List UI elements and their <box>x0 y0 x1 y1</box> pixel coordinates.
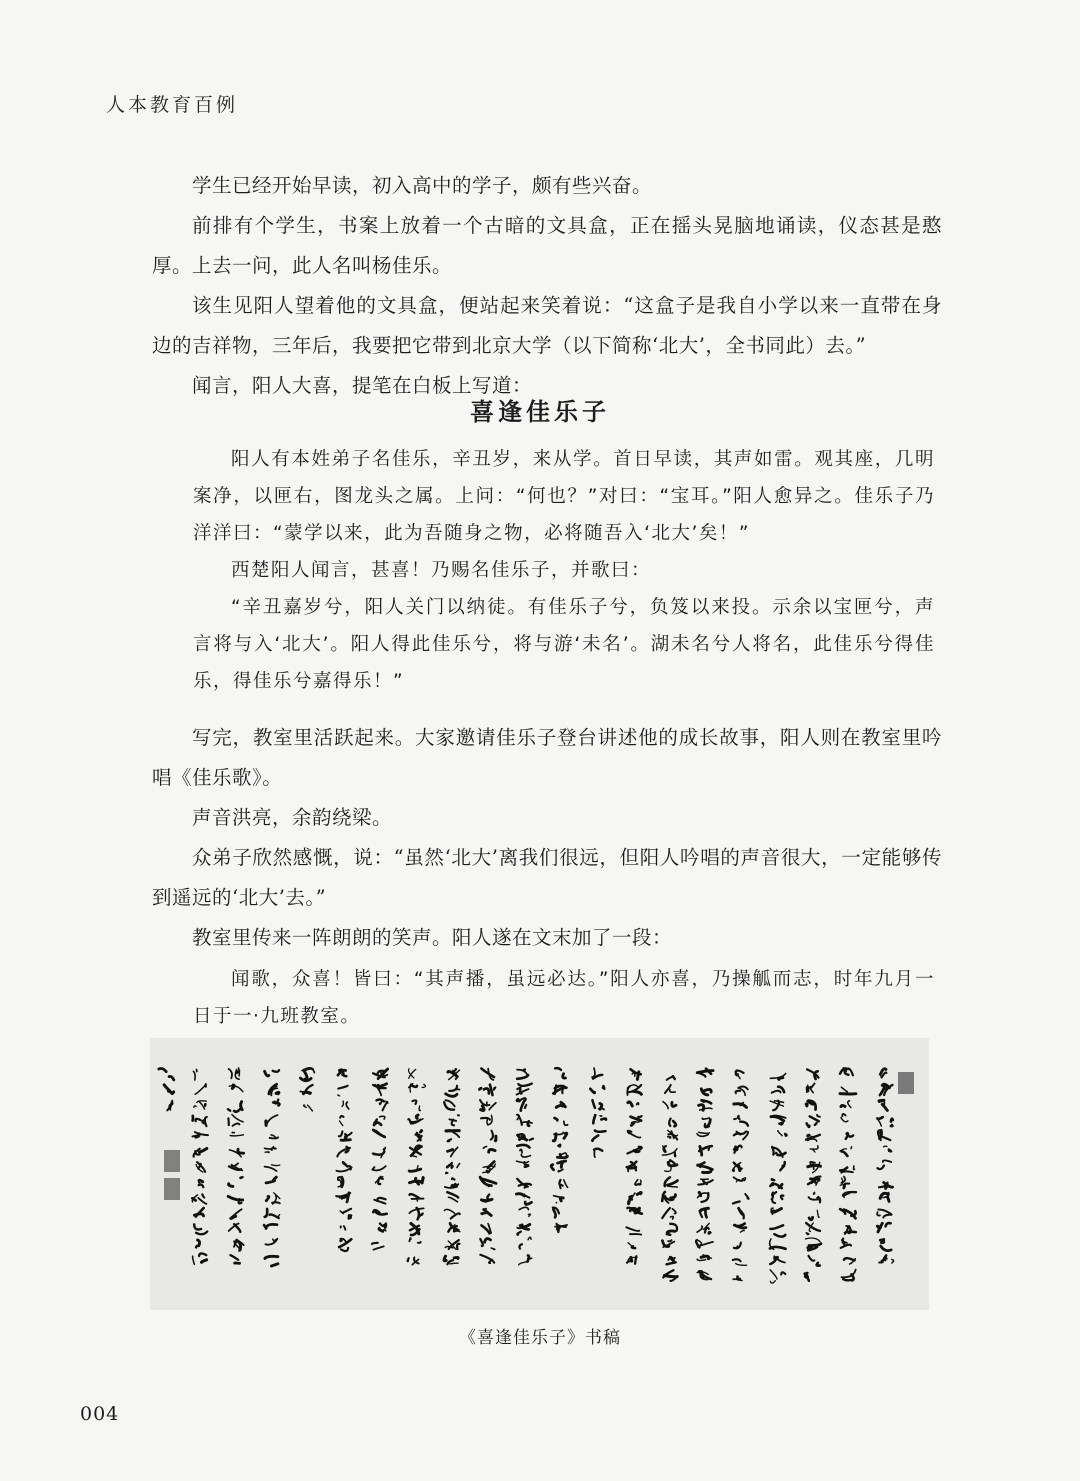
postscript-paragraph: 闻歌，众喜！皆曰：“其声播，虽远必达。”阳人亦喜，乃操觚而志，时年九月一日于一·九班教室。 <box>193 969 935 1027</box>
brush-stroke <box>202 1181 203 1182</box>
brush-stroke <box>418 1242 421 1243</box>
brush-stroke <box>877 1226 880 1228</box>
brush-stroke <box>561 1105 563 1107</box>
paragraph: 声音洪亮，余韵绕梁。 <box>192 806 393 829</box>
brush-stroke <box>854 1166 855 1170</box>
poem-paragraph: 阳人有本姓弟子名佳乐，辛丑岁，来从学。首日早读，其声如雷。观其座，几明案净，以匣右，图龙头之属。上问：“何也？”对曰：“宝耳。”阳人愈异之。佳乐子乃洋洋曰：“蒙学以来，此为吾随身之物，必将随吾入‘北大’矣！” <box>193 449 935 544</box>
brush-stroke <box>594 1151 595 1157</box>
brush-stroke <box>341 1140 350 1141</box>
brush-stroke <box>702 1100 704 1102</box>
calligraphy-strokes <box>150 1038 929 1310</box>
brush-stroke <box>772 1179 774 1180</box>
brush-stroke <box>454 1257 458 1258</box>
brush-stroke <box>372 1243 378 1244</box>
brush-stroke <box>887 1197 889 1202</box>
brush-stroke <box>734 1119 736 1120</box>
brush-stroke <box>630 1234 641 1235</box>
brush-stroke <box>560 1154 561 1157</box>
brush-stroke <box>708 1147 709 1150</box>
brush-stroke <box>458 1115 460 1116</box>
brush-stroke <box>891 1119 893 1122</box>
body-section-1 <box>152 166 942 406</box>
figure-caption: 《喜逢佳乐子》书稿 <box>459 1328 621 1348</box>
brush-stroke <box>637 1192 641 1194</box>
brush-stroke <box>196 1069 197 1071</box>
brush-stroke <box>813 1192 814 1194</box>
brush-stroke <box>638 1116 641 1117</box>
page-number: 004 <box>80 1403 120 1425</box>
brush-stroke <box>341 1226 342 1228</box>
brush-stroke <box>487 1118 488 1124</box>
brush-stroke <box>815 1123 817 1125</box>
brush-stroke <box>841 1105 845 1106</box>
brush-stroke <box>666 1233 668 1234</box>
brush-stroke <box>481 1213 485 1214</box>
brush-stroke <box>524 1069 526 1072</box>
paragraph: 众弟子欣然感慨，说：“虽然‘北大’离我们很远，但阳人吟唱的声音很大，一定能够传到遥远的‘北大’去。” <box>152 846 942 909</box>
brush-stroke <box>806 1104 807 1106</box>
brush-stroke <box>675 1153 676 1157</box>
brush-stroke <box>557 1156 567 1158</box>
brush-stroke <box>808 1135 809 1136</box>
brush-stroke <box>844 1185 845 1188</box>
brush-stroke <box>673 1076 675 1079</box>
brush-stroke <box>416 1115 418 1118</box>
postscript-block <box>193 961 935 1035</box>
brush-stroke <box>196 1246 197 1248</box>
brush-stroke <box>640 1180 641 1183</box>
brush-stroke <box>558 1229 559 1232</box>
paragraph: 写完，教室里活跃起来。大家邀请佳乐子登台讲述他的成长故事，阳人则在教室里吟唱《佳乐歌》。 <box>152 726 942 789</box>
brush-stroke <box>665 1276 678 1277</box>
brush-stroke <box>452 1178 455 1179</box>
brush-stroke <box>384 1149 385 1150</box>
brush-stroke <box>558 1145 560 1147</box>
brush-stroke <box>637 1103 639 1105</box>
paragraph: 教室里传来一阵朗朗的笑声。阳人遂在文末加了一段： <box>192 926 673 949</box>
brush-stroke <box>709 1232 710 1233</box>
brush-stroke <box>444 1256 446 1261</box>
brush-stroke <box>668 1240 671 1241</box>
brush-stroke <box>495 1136 496 1141</box>
brush-stroke <box>668 1186 678 1187</box>
running-header: 人本教育百例 <box>106 94 239 116</box>
brush-stroke <box>420 1131 421 1132</box>
brush-stroke <box>408 1258 409 1261</box>
brush-stroke <box>448 1150 453 1152</box>
brush-stroke <box>600 1104 602 1110</box>
brush-stroke <box>806 1233 809 1235</box>
brush-stroke <box>886 1185 888 1188</box>
brush-stroke <box>422 1178 423 1182</box>
brush-stroke <box>454 1231 460 1232</box>
brush-stroke <box>228 1109 230 1111</box>
brush-stroke <box>272 1165 280 1166</box>
brush-stroke <box>779 1123 782 1125</box>
poem-paragraph: 西楚阳人闻言，甚喜！乃赐名佳乐子，并歌曰： <box>231 560 652 581</box>
brush-stroke <box>483 1201 486 1202</box>
brush-stroke <box>338 1095 340 1096</box>
brush-stroke <box>884 1146 888 1147</box>
brush-stroke <box>530 1139 534 1140</box>
brush-stroke <box>851 1147 852 1149</box>
brush-stroke <box>527 1255 529 1261</box>
brush-stroke <box>843 1239 844 1240</box>
brush-stroke <box>528 1121 529 1126</box>
paragraph: 学生已经开始早读，初入高中的学子，颇有些兴奋。 <box>192 174 653 197</box>
brush-stroke <box>595 1131 606 1132</box>
brush-stroke <box>785 1134 786 1136</box>
brush-stroke <box>520 1088 521 1093</box>
brush-stroke <box>241 1177 243 1178</box>
brush-stroke <box>881 1240 883 1242</box>
brush-stroke <box>627 1208 634 1209</box>
brush-stroke <box>276 1092 279 1093</box>
brush-stroke <box>631 1122 634 1125</box>
calligraphy-image <box>150 1038 929 1310</box>
brush-stroke <box>558 1162 562 1164</box>
poem-title: 喜逢佳乐子 <box>470 398 610 426</box>
brush-stroke <box>703 1171 711 1172</box>
brush-stroke <box>739 1166 740 1171</box>
brush-stroke <box>891 1125 893 1127</box>
brush-stroke <box>454 1225 455 1231</box>
brush-stroke <box>738 1116 740 1119</box>
poem-paragraph: “辛丑嘉岁兮，阳人关门以纳徒。有佳乐子兮，负笈以来投。示余以宝匣兮，声言将与入‘北大’。阳人得此佳乐兮，将与游‘未名’。湖未名兮人将名，此佳乐兮得佳乐，得佳乐兮嘉得乐！” <box>193 597 935 692</box>
brush-stroke <box>849 1227 851 1233</box>
brush-stroke <box>450 1263 458 1264</box>
brush-stroke <box>601 1119 606 1120</box>
brush-stroke <box>525 1105 526 1108</box>
brush-stroke <box>446 1173 448 1174</box>
brush-stroke <box>603 1086 605 1089</box>
brush-stroke <box>452 1184 456 1186</box>
brush-stroke <box>266 1121 267 1126</box>
poem-block <box>193 441 935 700</box>
paragraph: 闻言，阳人大喜，提笔在白板上写道： <box>192 374 533 397</box>
brush-stroke <box>600 1116 602 1117</box>
brush-stroke <box>877 1117 882 1119</box>
brush-stroke <box>705 1209 706 1217</box>
brush-stroke <box>773 1110 775 1111</box>
paragraph: 前排有个学生，书案上放着一个古暗的文具盒，正在摇头晃脑地诵读，仪态甚是憨厚。上去一问，此人名叫杨佳乐。 <box>152 214 942 277</box>
brush-stroke <box>845 1184 849 1185</box>
brush-stroke <box>889 1150 891 1152</box>
brush-stroke <box>843 1279 851 1280</box>
brush-stroke <box>630 1197 632 1199</box>
brush-stroke <box>265 1152 269 1153</box>
brush-stroke <box>241 1102 243 1110</box>
brush-stroke <box>634 1151 639 1152</box>
brush-stroke <box>479 1088 481 1089</box>
paragraph: 该生见阳人望着他的文具盒，便站起来笑着说：“这盒子是我自小学以来一直带在身边的吉祥物，三年后，我要把它带到北京大学（以下简称‘北大’，全书同此）去。” <box>152 294 942 357</box>
brush-stroke <box>517 1099 519 1101</box>
brush-stroke <box>273 1103 276 1104</box>
body-section-2 <box>152 718 942 958</box>
